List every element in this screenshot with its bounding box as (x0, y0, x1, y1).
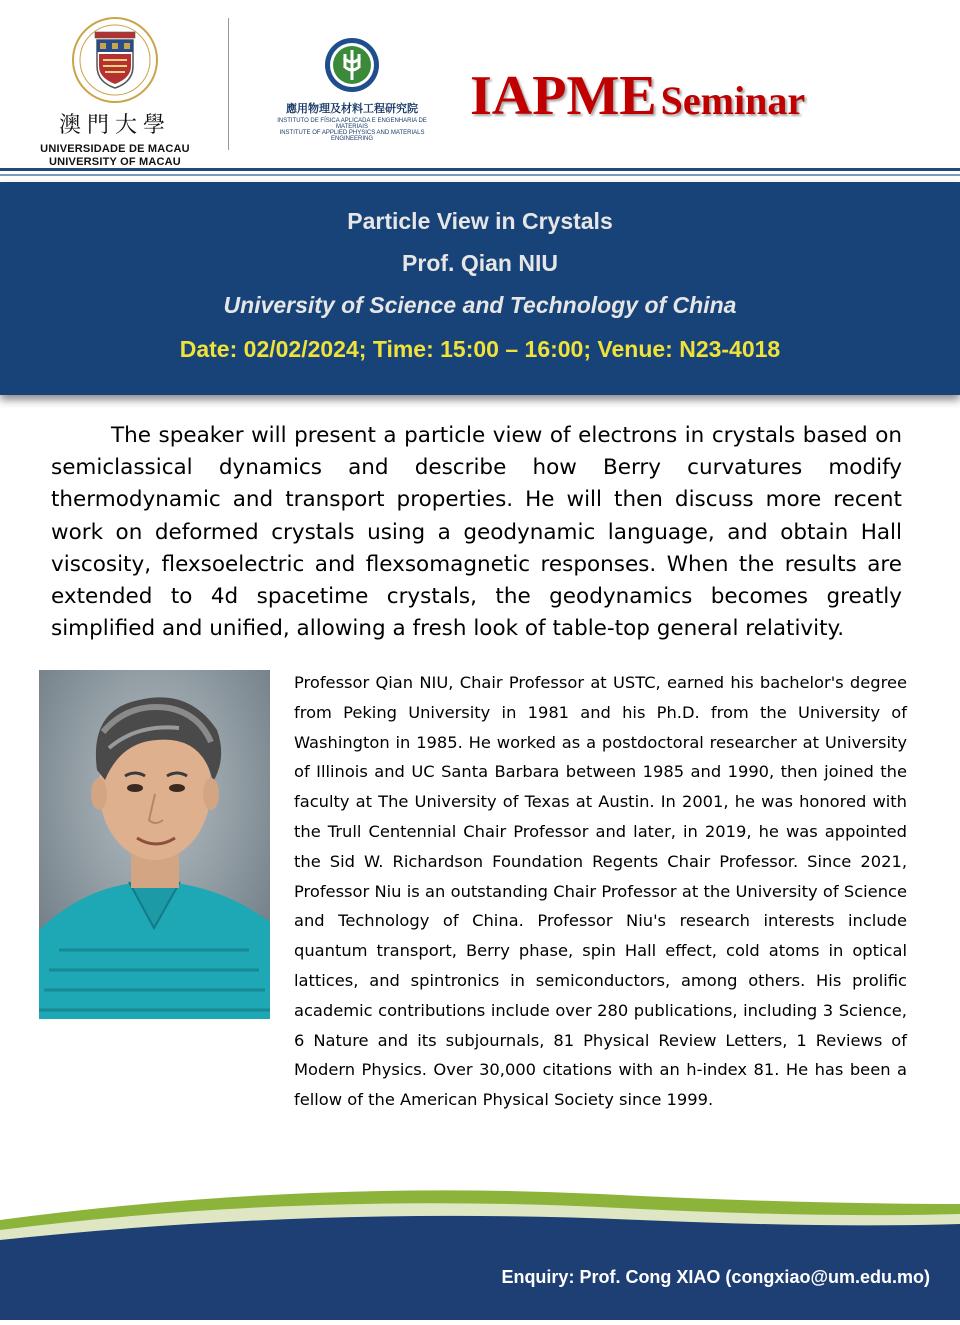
talk-abstract: The speaker will present a particle view of electrons in crystals based on semiclassical dynamics and describe how Berry curvatures modify thermodynamic and transport properties. He will then discuss more recent work on deformed crystals using a geodynamic language, and obtain Hall viscosity, flexsoelectric and flexsomagnetic responses. When the results are extended to 4d spacetime crystals, the geodynamics becomes greatly simplified and unified, allowing a fresh look of table-top general relativity. (51, 423, 902, 642)
um-english-name: UNIVERSITY OF MACAU (49, 156, 181, 168)
seminar-title (470, 64, 805, 128)
header-rule-light (0, 174, 960, 176)
iapme-portuguese-name: INSTITUTO DE FÍSICA APLICADA E ENGENHARIA DE MATERIAIS (277, 118, 427, 130)
speaker-biography: Professor Qian NIU, Chair Professor at USTC, earned his bachelor's degree from Peking University in 1981 and his Ph.D. from the University of Washington in 1985. He worked as a postdoctoral researcher at University of Illinois and UC Santa Barbara between 1985 and 1990, then joined the faculty at The University of Texas at Austin. In 2001, he was honored with the Trull Centennial Chair Professor and later, in 2019, he was appointed the Sid W. Richardson Foundation Regents Chair Professor. Since 2021, Professor Niu is an outstanding Chair Professor at the University of Science and Technology of China. Professor Niu's research interests include quantum transport, Berry phase, spin Hall effect, cold atoms in optical lattices, and spintronics in semiconductors, among others. His prolific academic contributions include over 280 publications, including 3 Science, 6 Nature and its subjournals, 81 Physical Review Letters, 1 Reviews of Modern Physics. Over 30,000 citations with an h-index 81. He has been a fellow of the American Physical Society since 1999. (294, 673, 907, 1110)
speaker-name: Prof. Qian NIU (402, 250, 558, 276)
speaker-affiliation: University of Science and Technology of China (223, 292, 737, 318)
university-of-macau-logo (40, 16, 190, 168)
um-portuguese-name: UNIVERSIDADE DE MACAU (40, 143, 190, 155)
date-time-venue: Date: 02/02/2024; Time: 15:00 – 16:00; Venue: N23-4018 (179, 336, 781, 362)
speaker-photo (39, 670, 270, 1019)
header-rule-dark (0, 168, 960, 171)
iapme-emblem-icon (323, 36, 381, 94)
iapme-logo (262, 36, 442, 142)
header (0, 0, 960, 168)
iapme-chinese-name: 應用物理及材料工程研究院 (286, 102, 418, 115)
header-divider (228, 18, 229, 150)
footer-wave (0, 1180, 960, 1320)
enquiry-contact: Enquiry: Prof. Cong XIAO (congxiao@um.edu.mo) (501, 1267, 930, 1287)
seminar-title-main: IAPME (470, 65, 657, 127)
iapme-english-name: INSTITUTE OF APPLIED PHYSICS AND MATERIALS ENGINEERING (279, 130, 425, 142)
talk-banner (0, 182, 960, 395)
um-crest-icon (69, 16, 161, 104)
seminar-title-sub: Seminar (660, 78, 806, 123)
um-chinese-name: 澳門大學 (58, 113, 171, 138)
talk-title: Particle View in Crystals (347, 208, 613, 234)
